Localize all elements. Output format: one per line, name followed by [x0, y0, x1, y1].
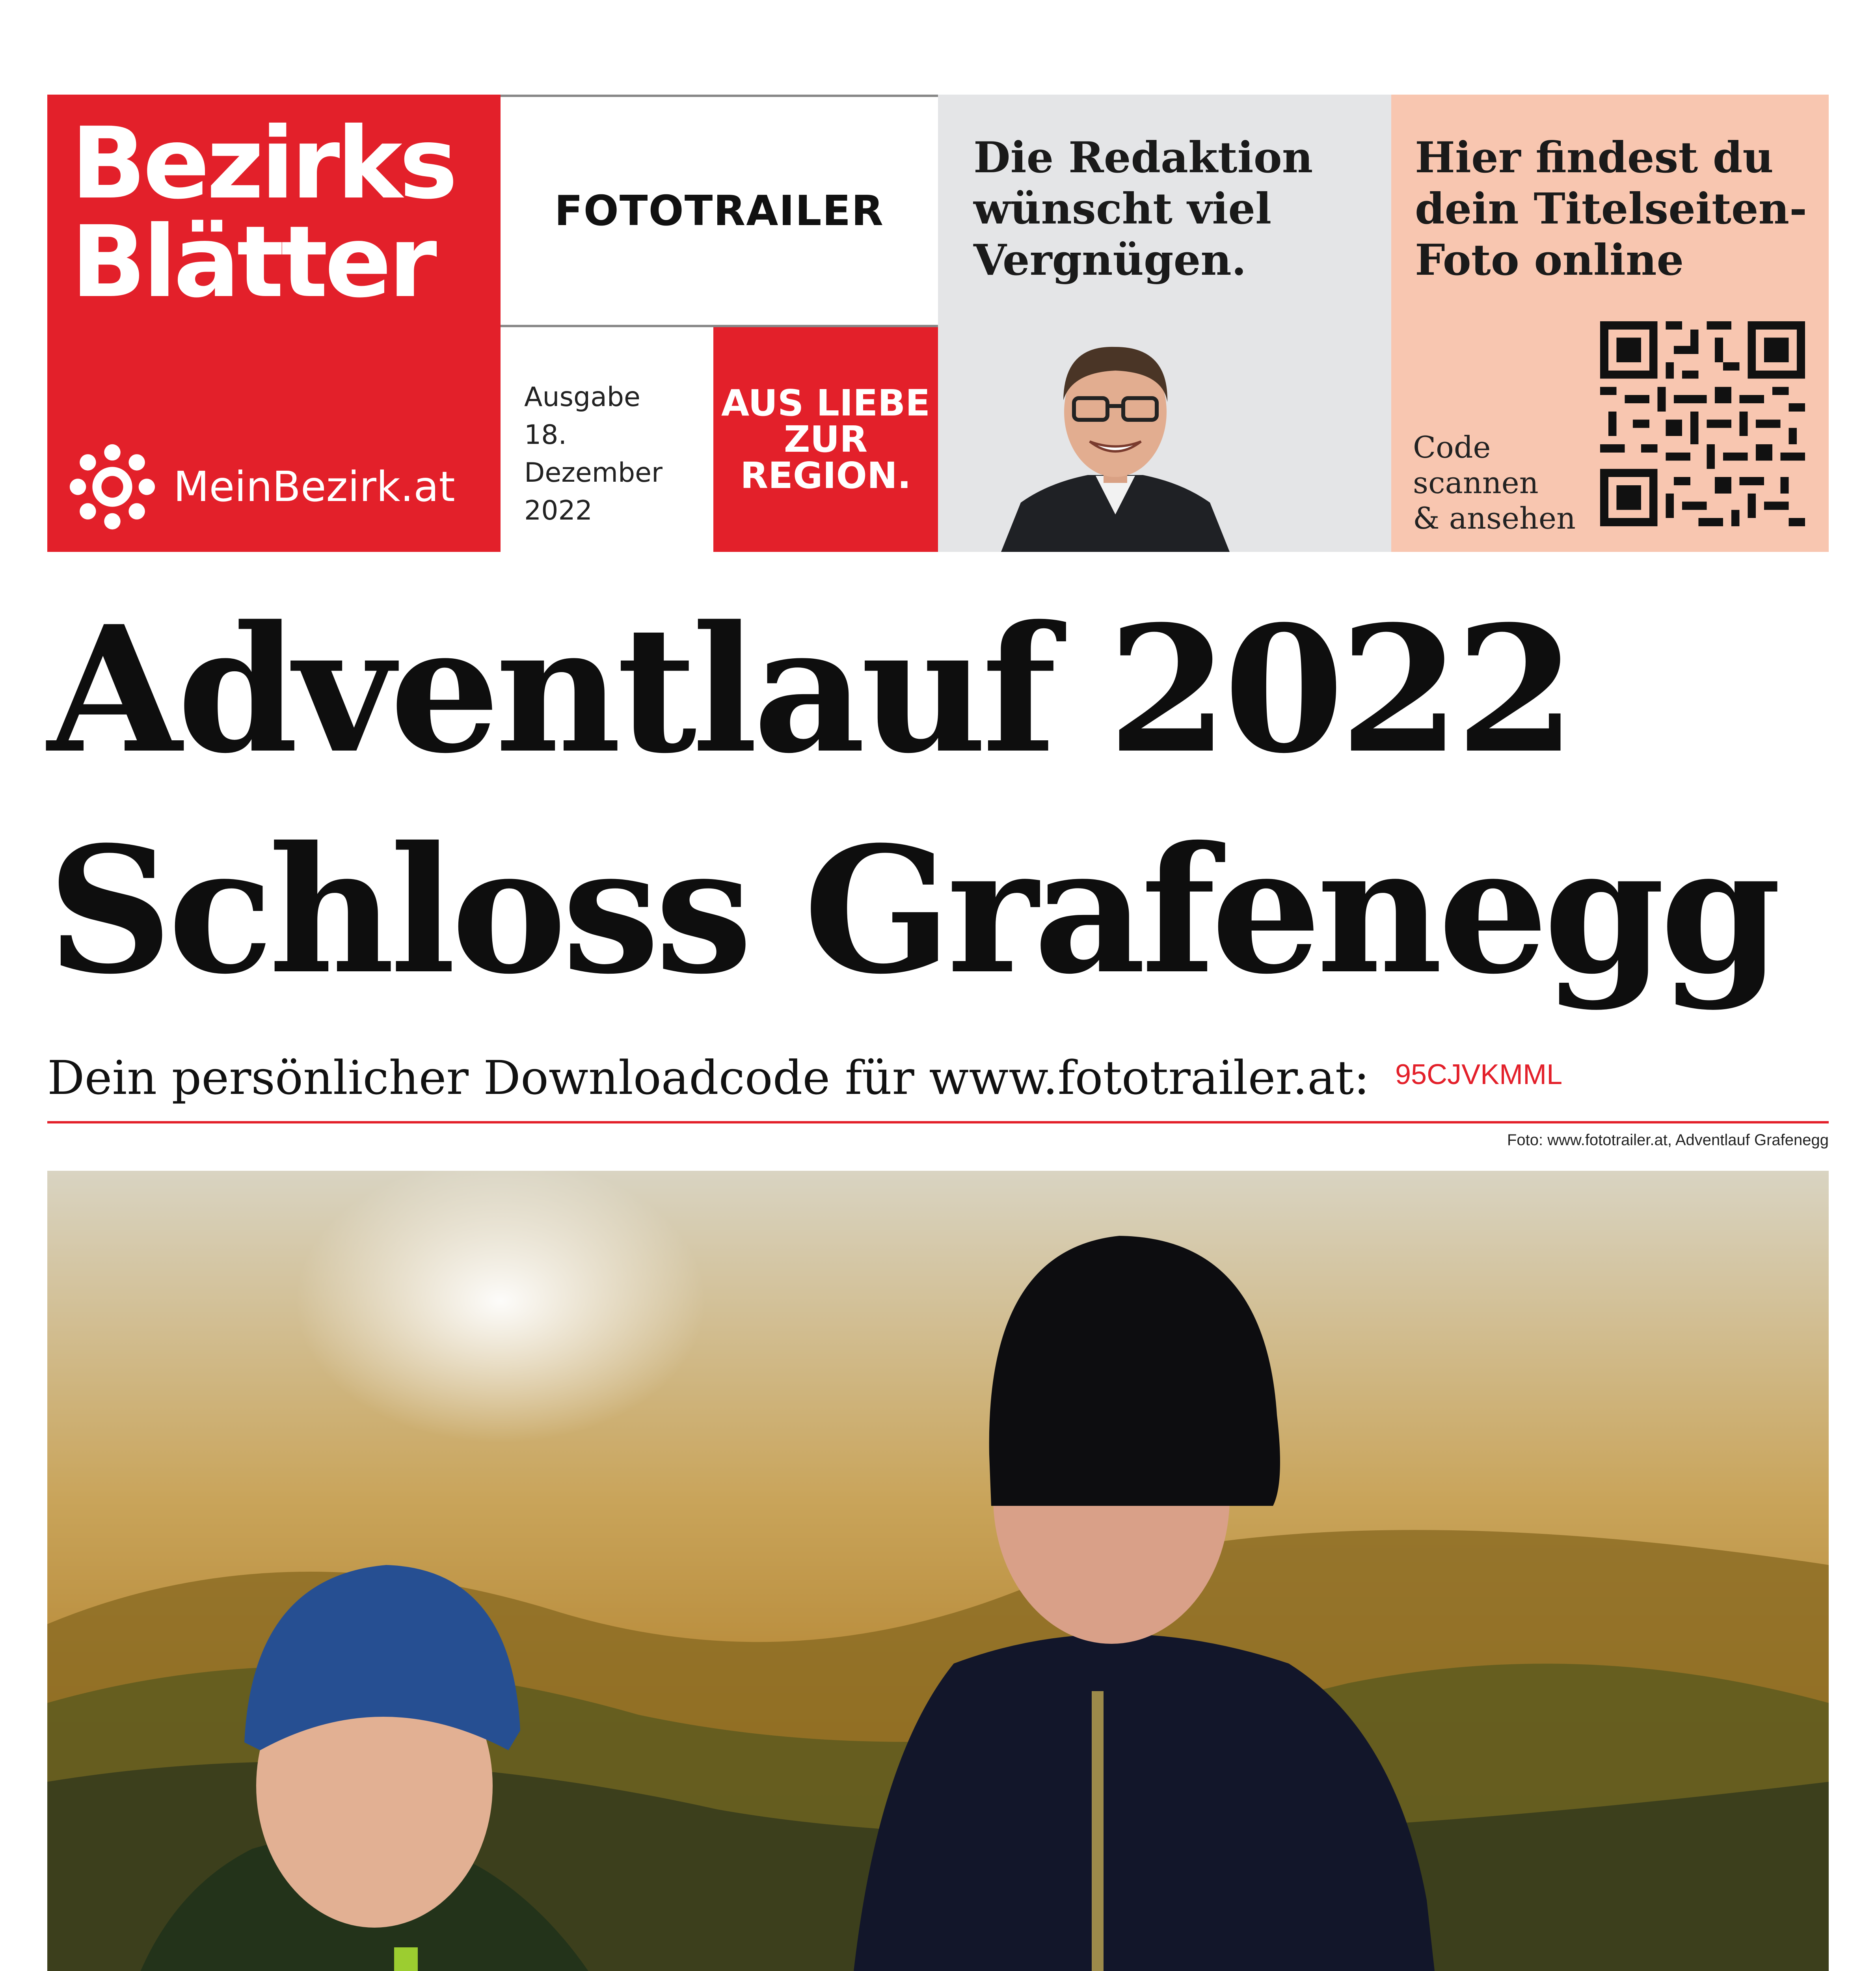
- sun-icon: [67, 442, 158, 532]
- headline-line-2: Schloss Grafenegg: [47, 809, 1777, 1012]
- issue-label: Ausgabe: [524, 382, 640, 413]
- photo-credit: Foto: www.fototrailer.at, Adventlauf Grafenegg: [1507, 1131, 1829, 1149]
- fototrailer-label: FOTOTRAILER: [554, 187, 884, 235]
- editor-panel: [938, 95, 1391, 552]
- meinbezirk-logo: [67, 442, 455, 532]
- headline-line-1: Adventlauf 2022: [47, 588, 1572, 792]
- fototrailer-label-box: [501, 95, 938, 327]
- scan-instructions: Code scannen & ansehen: [1413, 430, 1576, 536]
- download-code-row: [47, 1045, 1829, 1123]
- download-code-label: Dein persönlicher Downloadcode für www.fototrailer.at:: [47, 1051, 1370, 1105]
- brand-name: Bezirks Blätter: [71, 106, 455, 319]
- editor-message: Die Redaktion wünscht viel Vergnügen.: [973, 133, 1313, 285]
- download-code[interactable]: 95CJVKMML: [1395, 1059, 1563, 1090]
- bezirksblaetter-logo: [47, 95, 501, 552]
- main-photo: [47, 1171, 1829, 1971]
- editor-portrait: [989, 329, 1241, 552]
- online-photo-panel: [1391, 95, 1829, 552]
- headline: [47, 579, 1829, 1021]
- qr-code-icon[interactable]: [1600, 321, 1805, 526]
- meinbezirk-label: MeinBezirk.at: [173, 463, 455, 511]
- issue-info: [501, 327, 713, 552]
- slogan-box: AUS LIEBE ZUR REGION.: [713, 327, 938, 552]
- online-photo-heading: Hier findest du dein Titelseiten- Foto online: [1415, 133, 1807, 285]
- issue-date: 18. Dezember: [524, 419, 663, 488]
- issue-year: 2022: [524, 495, 593, 526]
